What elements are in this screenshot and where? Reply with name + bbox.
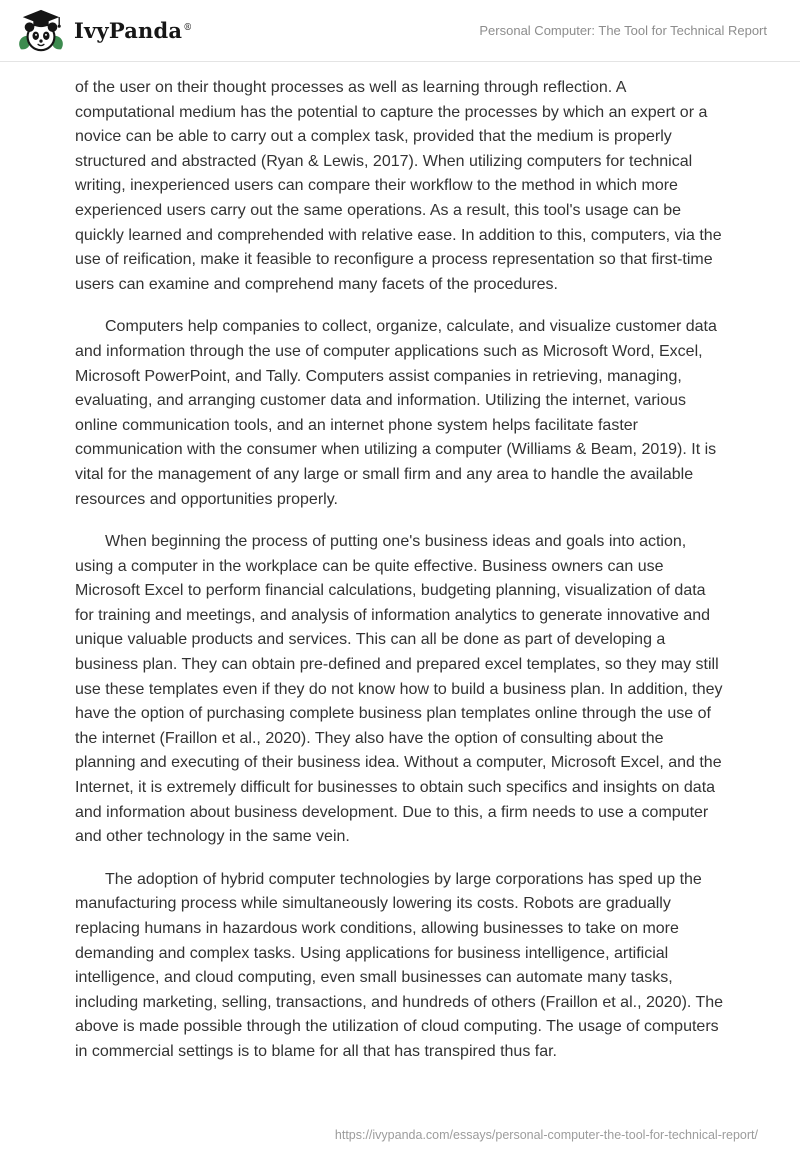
source-url-link[interactable]: https://ivypanda.com/essays/personal-computer-the-tool-for-technical-report/	[334, 1128, 758, 1142]
brand-name	[74, 18, 192, 43]
brand[interactable]	[18, 8, 192, 54]
paragraph-4: The adoption of hybrid computer technologies by large corporations has sped up the manufacturing process while simultaneously lowering its costs. Robots are gradually replacing humans in hazardous work conditions, allowing businesses to take on more demanding and complex tasks. Using applications for business intelligence, artificial intelligence, and cloud computing, even small businesses can automate many tasks, including marketing, selling, transactions, and hundreds of others (Fraillon et al., 2020). The above is made possible through the utilization of cloud computing. The usage of computers in commercial settings is to blame for all that has transpired thus far.	[75, 870, 724, 1060]
ivypanda-panda-logo-icon	[18, 8, 64, 54]
registered-mark: ®	[183, 23, 193, 33]
essay-content	[0, 62, 800, 1065]
paragraph-2: Computers help companies to collect, organize, calculate, and visualize customer data and information through the use of computer applications such as Microsoft Word, Excel, Microsoft PowerPoint, and Tally. Computers assist companies in retrieving, managing, evaluating, and arranging customer data and information. Utilizing the internet, various online communication tools, and an internet phone system helps facilitate faster communication with the consumer when utilizing a computer (Williams & Beam, 2019). It is vital for the management of any large or small firm and any area to handle the available resources and opportunities properly.	[75, 318, 717, 508]
document-title: Personal Computer: The Tool for Technical Report	[479, 23, 767, 38]
paragraph-3: When beginning the process of putting one's business ideas and goals into action, using a computer in the workplace can be quite effective. Business owners can use Microsoft Excel to perform financial calculations, budgeting planning, visualization of data for training and meetings, and analysis of information analytics to generate innovative and unique valuable products and services. This can all be done as part of developing a business plan. They can obtain pre-defined and prepared excel templates, so they may still use these templates even if they do not know how to build a business plan. In addition, they have the option of purchasing complete business plan templates online through the use of the internet (Fraillon et al., 2020). They also have the option of consulting about the planning and executing of their business idea. Without a computer, Microsoft Excel, and the Internet, it is extremely difficult for businesses to obtain such specifics and insights on data and information about business development. Due to this, a firm needs to use a computer and other technology in the same vein.	[75, 533, 723, 846]
brand-text: IvyPanda	[74, 18, 183, 43]
page-header	[0, 0, 800, 62]
paragraph-1: of the user on their thought processes as well as learning through reflection. A computational medium has the potential to capture the processes by which an expert or a novice can be able to carry out a complex task, provided that the medium is properly structured and abstracted (Ryan & Lewis, 2017). When utilizing computers for technical writing, inexperienced users can compare their workflow to the method in which more experienced users carry out the same operations. As a result, this tool's usage can be quickly learned and comprehended with relative ease. In addition to this, computers, via the use of reification, make it feasible to reconfigure a process representation so that first-time users can examine and comprehend many facets of the procedures.	[75, 79, 722, 293]
page-footer	[335, 1126, 758, 1144]
